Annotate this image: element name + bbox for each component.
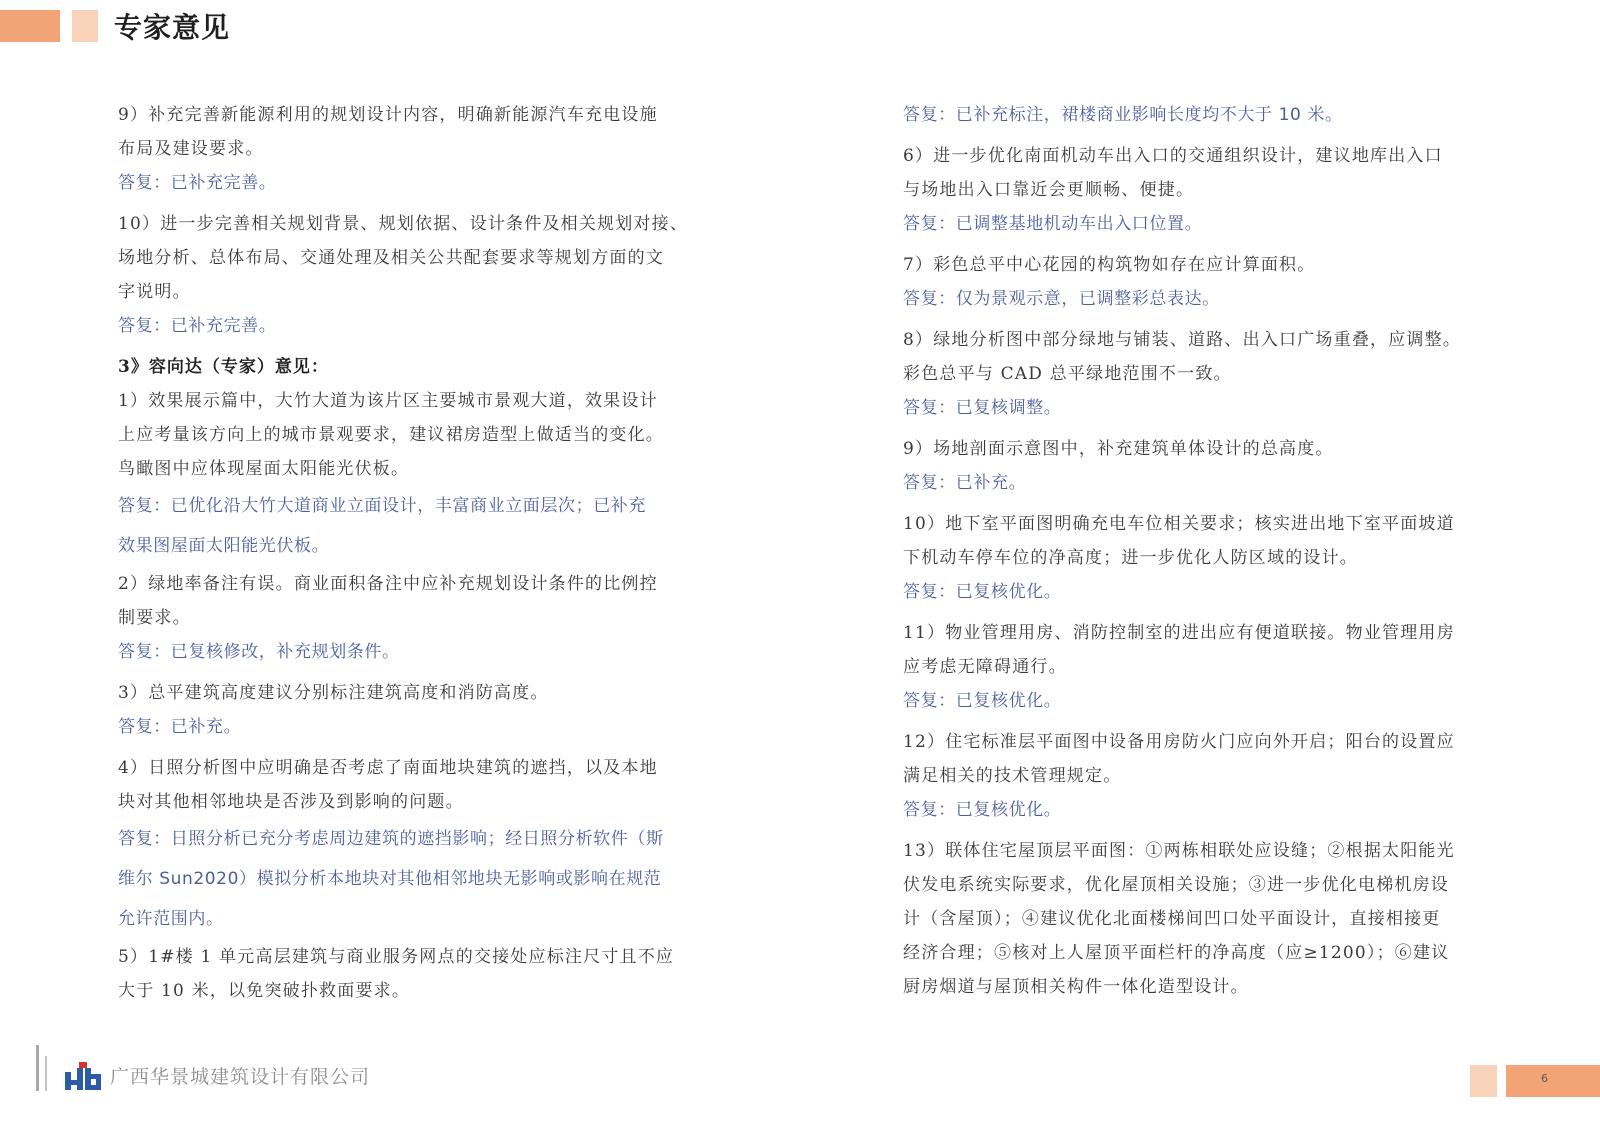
page-number-badge (1506, 1065, 1600, 1097)
text-line: 答复：已补充完善。 (118, 316, 277, 336)
text-line: 答复：已复核优化。 (903, 582, 1062, 602)
reply-text (118, 819, 698, 939)
expert-comment (903, 616, 1483, 684)
page-title: 专家意见 (114, 11, 231, 44)
text-line: 12）住宅标准层平面图中设备用房防火门应向外开启；阳台的设置应 (903, 732, 1455, 752)
text-line: 维尔 Sun2020）模拟分析本地块对其他相邻地块无影响或影响在规范 (118, 869, 662, 889)
text-line: 8）绿地分析图中部分绿地与铺装、道路、出入口广场重叠，应调整。 (903, 330, 1462, 350)
text-line: 大于 10 米，以免突破扑救面要求。 (118, 981, 411, 1001)
footer-divider-line (45, 1056, 47, 1091)
expert-comment (118, 676, 698, 710)
expert-comment (118, 98, 698, 166)
expert-comment (903, 725, 1483, 793)
expert-comment (903, 323, 1483, 391)
header-accent-bar (0, 10, 60, 42)
footer-divider-line (36, 1045, 39, 1091)
text-line: 答复：已复核优化。 (903, 691, 1062, 711)
text-line: 布局及建设要求。 (118, 139, 264, 159)
text-line: 9）补充完善新能源利用的规划设计内容，明确新能源汽车充电设施 (118, 105, 658, 125)
text-line: 制要求。 (118, 608, 191, 628)
reply-text (903, 466, 1483, 500)
expert-comment (903, 432, 1483, 466)
text-line: 计（含屋顶）；④建议优化北面楼梯间凹口处平面设计，直接相接更 (903, 909, 1441, 929)
text-line: 答复：仅为景观示意，已调整彩总表达。 (903, 289, 1220, 309)
text-line: 7）彩色总平中心花园的构筑物如存在应计算面积。 (903, 255, 1316, 275)
text-line: 字说明。 (118, 282, 191, 302)
text-line: 答复：已复核优化。 (903, 800, 1062, 820)
reply-text (118, 309, 698, 343)
text-line: 4）日照分析图中应明确是否考虑了南面地块建筑的遮挡，以及本地 (118, 758, 658, 778)
text-line: 伏发电系统实际要求，优化屋顶相关设施；③进一步优化电梯机房设 (903, 875, 1449, 895)
text-line: 答复：已补充。 (903, 473, 1027, 493)
reply-text (903, 391, 1483, 425)
expert-comment (903, 834, 1483, 1004)
reply-text (903, 684, 1483, 718)
text-line: 10）进一步完善相关规划背景、规划依据、设计条件及相关规划对接、 (118, 214, 689, 234)
text-line: 答复：已补充标注，裙楼商业影响长度均不大于 10 米。 (903, 105, 1343, 125)
expert-comment (118, 207, 698, 309)
text-line: 答复：已优化沿大竹大道商业立面设计，丰富商业立面层次；已补充 (118, 496, 646, 516)
text-line: 5）1#楼 1 单元高层建筑与商业服务网点的交接处应标注尺寸且不应 (118, 947, 675, 967)
text-line: 与场地出入口靠近会更顺畅、便捷。 (903, 180, 1195, 200)
section-heading (118, 350, 698, 384)
reply-text (903, 98, 1483, 132)
text-line: 答复：已复核修改，补充规划条件。 (118, 642, 400, 662)
reply-text (903, 282, 1483, 316)
expert-comment (118, 384, 698, 486)
text-line: 2）绿地率备注有误。商业面积备注中应补充规划设计条件的比例控 (118, 574, 658, 594)
expert-comment (118, 751, 698, 819)
reply-text (903, 793, 1483, 827)
page-number-accent (1470, 1065, 1497, 1097)
expert-comment (903, 507, 1483, 575)
text-line: 9）场地剖面示意图中，补充建筑单体设计的总高度。 (903, 439, 1334, 459)
reply-text (118, 486, 698, 566)
text-line: 答复：已调整基地机动车出入口位置。 (903, 214, 1203, 234)
reply-text (118, 166, 698, 200)
text-line: 答复：已复核调整。 (903, 398, 1062, 418)
text-line: 1）效果展示篇中，大竹大道为该片区主要城市景观大道，效果设计 (118, 391, 658, 411)
company-name: 广西华景城建筑设计有限公司 (110, 1066, 371, 1088)
text-line: 经济合理；⑤核对上人屋顶平面栏杆的净高度（应≥1200）；⑥建议 (903, 943, 1450, 963)
text-line: 应考虑无障碍通行。 (903, 657, 1067, 677)
text-line: 块对其他相邻地块是否涉及到影响的问题。 (118, 792, 464, 812)
expert-comment (118, 940, 698, 1008)
page-number: 6 (1541, 1072, 1548, 1085)
text-line: 3）总平建筑高度建议分别标注建筑高度和消防高度。 (118, 683, 549, 703)
text-line: 11）物业管理用房、消防控制室的进出应有便道联接。物业管理用房 (903, 623, 1455, 643)
reply-text (118, 635, 698, 669)
text-line: 满足相关的技术管理规定。 (903, 766, 1122, 786)
text-line: 答复：已补充完善。 (118, 173, 277, 193)
reply-text (118, 710, 698, 744)
company-logo-icon (65, 1062, 103, 1090)
right-column (903, 98, 1483, 1004)
text-line: 允许范围内。 (118, 909, 224, 929)
expert-comment (903, 248, 1483, 282)
text-line: 场地分析、总体布局、交通处理及相关公共配套要求等规划方面的文 (118, 248, 664, 268)
text-line: 答复：已补充。 (118, 717, 242, 737)
text-line: 彩色总平与 CAD 总平绿地范围不一致。 (903, 364, 1232, 384)
text-line: 13）联体住宅屋顶层平面图：①两栋相联处应设缝；②根据太阳能光 (903, 841, 1455, 861)
expert-comment (903, 139, 1483, 207)
text-line: 效果图屋面太阳能光伏板。 (118, 536, 330, 556)
text-line: 上应考量该方向上的城市景观要求，建议裙房造型上做适当的变化。 (118, 425, 664, 445)
left-column (118, 98, 698, 1008)
text-line: 6）进一步优化南面机动车出入口的交通组织设计，建议地库出入口 (903, 146, 1443, 166)
reply-text (903, 207, 1483, 241)
text-line: 鸟瞰图中应体现屋面太阳能光伏板。 (118, 459, 410, 479)
text-line: 下机动车停车位的净高度；进一步优化人防区域的设计。 (903, 548, 1358, 568)
text-line: 答复：日照分析已充分考虑周边建筑的遮挡影响；经日照分析软件（斯 (118, 829, 664, 849)
text-line: 10）地下室平面图明确充电车位相关要求；核实进出地下室平面坡道 (903, 514, 1455, 534)
text-line: 厨房烟道与屋顶相关构件一体化造型设计。 (903, 977, 1249, 997)
expert-comment (118, 567, 698, 635)
header-accent-bar-light (72, 10, 98, 42)
text-line: 3》容向达（专家）意见： (118, 357, 329, 377)
reply-text (903, 575, 1483, 609)
